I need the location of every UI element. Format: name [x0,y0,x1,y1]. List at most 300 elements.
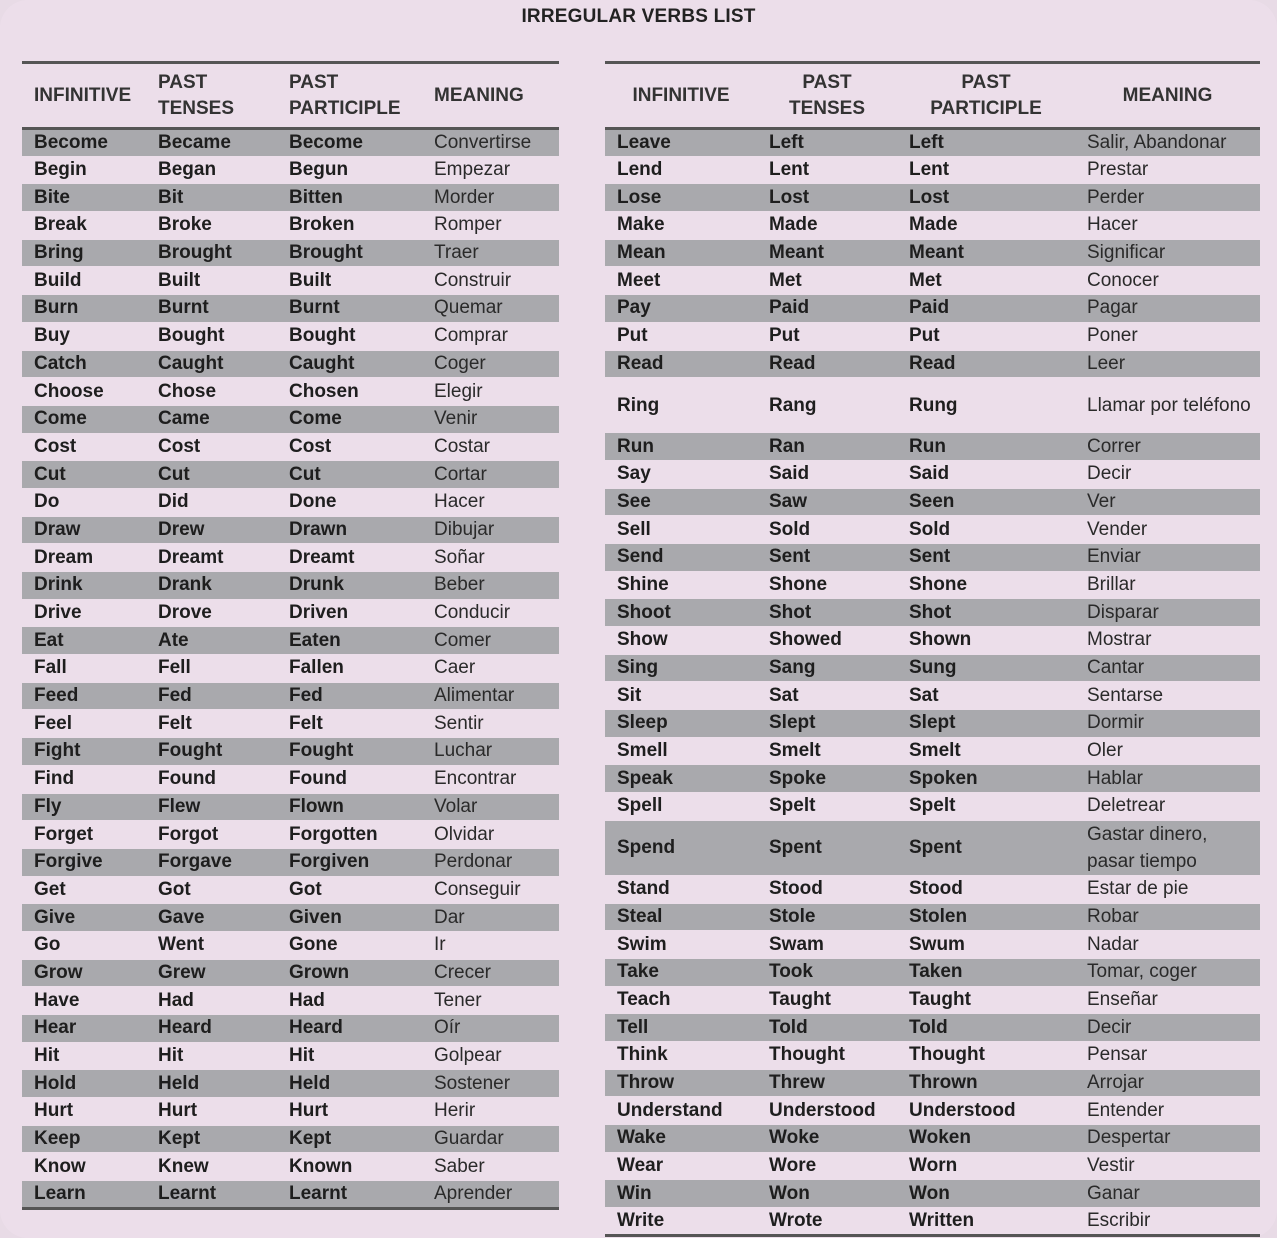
table-header [605,63,1260,129]
cell-infinitive: Become [22,129,146,157]
cell-meaning: Dibujar [422,516,559,544]
header-past-tenses: PAST TENSES [757,63,897,129]
cell-past-participle: Sat [897,682,1075,710]
cell-infinitive: Put [605,322,757,350]
cell-infinitive: Find [22,765,146,793]
cell-past-participle: Brought [277,239,422,267]
cell-past-participle: Stolen [897,903,1075,931]
cell-past-participle: Seen [897,488,1075,516]
cell-meaning: Escribir [1075,1208,1260,1236]
cell-past-participle: Grown [277,959,422,987]
cell-past-participle: Read [897,350,1075,378]
cell-past-participle: Driven [277,599,422,627]
cell-meaning: Soñar [422,544,559,572]
table-row [605,1014,1260,1042]
cell-past-tense: Ate [146,627,277,655]
cell-meaning: Pensar [1075,1041,1260,1069]
cell-past-tense: Did [146,488,277,516]
cell-meaning: Conocer [1075,267,1260,295]
cell-meaning: Brillar [1075,571,1260,599]
cell-past-tense: Gave [146,904,277,932]
table-row [605,793,1260,821]
cell-meaning: Traer [422,239,559,267]
cell-infinitive: Take [605,958,757,986]
table-row [605,682,1260,710]
cell-meaning: Oír [422,1015,559,1043]
cell-infinitive: Hurt [22,1098,146,1126]
cell-past-tense: Chose [146,378,277,406]
cell-infinitive: Steal [605,903,757,931]
cell-meaning: Volar [422,793,559,821]
table-row [605,322,1260,350]
cell-past-participle: Had [277,987,422,1015]
table-row [22,682,559,710]
header-past-participle: PAST PARTICIPLE [277,63,422,129]
cell-meaning: Golpear [422,1042,559,1070]
table-row [605,765,1260,793]
table-row [22,488,559,516]
table-row [22,184,559,212]
cell-past-tense: Spelt [757,793,897,821]
cell-infinitive: Grow [22,959,146,987]
cell-past-tense: Heard [146,1015,277,1043]
cell-past-participle: Said [897,460,1075,488]
cell-past-tense: Dreamt [146,544,277,572]
table-row [605,958,1260,986]
cell-past-tense: Knew [146,1153,277,1181]
cell-past-tense: Had [146,987,277,1015]
table-row [22,876,559,904]
cell-infinitive: Shoot [605,599,757,627]
cell-meaning: Empezar [422,156,559,184]
cell-infinitive: Choose [22,378,146,406]
table-row [605,1069,1260,1097]
table-row [22,1125,559,1153]
cell-infinitive: Swim [605,931,757,959]
table-row [22,544,559,572]
cell-past-tense: Drew [146,516,277,544]
table-row [22,156,559,184]
cell-past-tense: Bit [146,184,277,212]
cell-past-tense: Brought [146,239,277,267]
table-row [605,903,1260,931]
cell-infinitive: Bring [22,239,146,267]
cell-past-tense: Ran [757,433,897,461]
cell-past-tense: Showed [757,627,897,655]
cell-past-tense: Hurt [146,1098,277,1126]
cell-past-participle: Sold [897,516,1075,544]
cell-meaning: Construir [422,267,559,295]
cell-past-tense: Threw [757,1069,897,1097]
page-title: IRREGULAR VERBS LIST [521,6,756,27]
cell-infinitive: Know [22,1153,146,1181]
header-past-tenses: PAST TENSES [146,63,277,129]
cell-past-participle: Forgotten [277,821,422,849]
cell-past-tense: Lent [757,156,897,184]
cell-meaning: Venir [422,405,559,433]
cell-past-participle: Bought [277,322,422,350]
table-row [605,239,1260,267]
table-row [22,627,559,655]
cell-past-participle: Spelt [897,793,1075,821]
cell-past-participle: Woken [897,1125,1075,1153]
cell-infinitive: Run [605,433,757,461]
cell-past-tense: Grew [146,959,277,987]
table-row [22,1098,559,1126]
table-row [22,848,559,876]
table-row [605,543,1260,571]
cell-past-tense: Taught [757,986,897,1014]
cell-past-tense: Caught [146,350,277,378]
table-row [605,737,1260,765]
table-row [22,1153,559,1181]
cell-past-tense: Understood [757,1097,897,1125]
cell-infinitive: Send [605,543,757,571]
cell-past-participle: Become [277,129,422,157]
cell-past-participle: Slept [897,710,1075,738]
cell-past-tense: Stood [757,875,897,903]
cell-past-tense: Learnt [146,1181,277,1209]
cell-meaning: Disparar [1075,599,1260,627]
cell-meaning: Morder [422,184,559,212]
cell-past-participle: Burnt [277,295,422,323]
table-row [605,350,1260,378]
cell-infinitive: Stand [605,875,757,903]
cell-past-tense: Paid [757,295,897,323]
cell-past-tense: Slept [757,710,897,738]
cell-past-tense: Won [757,1180,897,1208]
cell-meaning: Dormir [1075,710,1260,738]
cell-infinitive: Wake [605,1125,757,1153]
cell-meaning: Salir, Abandonar [1075,129,1260,157]
cell-past-participle: Stood [897,875,1075,903]
cell-past-tense: Met [757,267,897,295]
cell-meaning: Sostener [422,1070,559,1098]
cell-past-tense: Became [146,129,277,157]
cell-past-participle: Spoken [897,765,1075,793]
cell-infinitive: Do [22,488,146,516]
table-row [605,1041,1260,1069]
cell-meaning: Mostrar [1075,627,1260,655]
cell-meaning: Comer [422,627,559,655]
cell-infinitive: Feed [22,682,146,710]
cell-infinitive: Cost [22,433,146,461]
verbs-table-left [22,61,559,1210]
cell-meaning: Oler [1075,737,1260,765]
header-meaning: MEANING [1075,63,1260,129]
verbs-table-right [605,61,1260,1237]
cell-past-participle: Given [277,904,422,932]
cell-infinitive: Tell [605,1014,757,1042]
table-row [605,212,1260,240]
cell-past-participle: Built [277,267,422,295]
cell-past-tense: Drove [146,599,277,627]
cell-past-tense: Sent [757,543,897,571]
table-row [22,129,559,157]
cell-meaning: Tener [422,987,559,1015]
cell-meaning: Correr [1075,433,1260,461]
cell-infinitive: Eat [22,627,146,655]
cell-infinitive: Think [605,1041,757,1069]
cell-past-participle: Lost [897,184,1075,212]
cell-infinitive: Read [605,350,757,378]
cell-meaning: Convertirse [422,129,559,157]
cell-meaning: Beber [422,572,559,600]
cell-past-tense: Wore [757,1152,897,1180]
cell-past-tense: Read [757,350,897,378]
cell-infinitive: Mean [605,239,757,267]
table-row [22,1181,559,1209]
table-row [605,295,1260,323]
cell-infinitive: Pay [605,295,757,323]
cell-past-participle: Shot [897,599,1075,627]
cell-infinitive: Break [22,212,146,240]
cell-past-participle: Swum [897,931,1075,959]
cell-infinitive: Fight [22,738,146,766]
cell-infinitive: Burn [22,295,146,323]
cell-past-tense: Began [146,156,277,184]
cell-past-tense: Swam [757,931,897,959]
table-row [22,572,559,600]
cell-meaning: Pagar [1075,295,1260,323]
table-header [22,63,559,129]
cell-past-participle: Taught [897,986,1075,1014]
cell-past-participle: Won [897,1180,1075,1208]
cell-past-participle: Worn [897,1152,1075,1180]
cell-past-tense: Got [146,876,277,904]
cell-meaning: Entender [1075,1097,1260,1125]
table-row [605,931,1260,959]
cell-past-participle: Gone [277,931,422,959]
table-row [605,433,1260,461]
cell-infinitive: Smell [605,737,757,765]
cell-meaning: Deletrear [1075,793,1260,821]
cell-infinitive: Write [605,1208,757,1236]
table-row [22,904,559,932]
cell-meaning: Enseñar [1075,986,1260,1014]
cell-past-tense: Put [757,322,897,350]
cell-meaning: Caer [422,655,559,683]
cell-past-participle: Hit [277,1042,422,1070]
cell-meaning: Hablar [1075,765,1260,793]
cell-past-tense: Wrote [757,1208,897,1236]
table-row [605,1208,1260,1236]
cell-infinitive: Hold [22,1070,146,1098]
cell-past-participle: Fought [277,738,422,766]
cell-infinitive: Sell [605,516,757,544]
cell-past-participle: Met [897,267,1075,295]
cell-past-tense: Burnt [146,295,277,323]
cell-infinitive: Forgive [22,848,146,876]
cell-infinitive: Get [22,876,146,904]
cell-past-participle: Sung [897,654,1075,682]
table-row [605,1097,1260,1125]
cell-infinitive: Lose [605,184,757,212]
cell-meaning: Alimentar [422,682,559,710]
header-infinitive: INFINITIVE [22,63,146,129]
cell-infinitive: Teach [605,986,757,1014]
cell-meaning: Ganar [1075,1180,1260,1208]
cell-past-tense: Broke [146,212,277,240]
table-row [22,405,559,433]
table-row [22,516,559,544]
table-row [22,378,559,406]
cell-infinitive: See [605,488,757,516]
cell-past-tense: Forgave [146,848,277,876]
cell-past-tense: Flew [146,793,277,821]
cell-infinitive: Throw [605,1069,757,1097]
cell-meaning: Saber [422,1153,559,1181]
cell-meaning: Nadar [1075,931,1260,959]
cell-infinitive: Dream [22,544,146,572]
cell-past-participle: Known [277,1153,422,1181]
table-row [605,571,1260,599]
cell-past-tense: Built [146,267,277,295]
cell-past-tense: Shone [757,571,897,599]
cell-infinitive: Fall [22,655,146,683]
cell-past-participle: Fallen [277,655,422,683]
cell-past-tense: Woke [757,1125,897,1153]
table-row [605,1152,1260,1180]
cell-past-tense: Told [757,1014,897,1042]
cell-meaning: Hacer [1075,212,1260,240]
cell-past-participle: Written [897,1208,1075,1236]
cell-past-tense: Kept [146,1125,277,1153]
cell-infinitive: Draw [22,516,146,544]
cell-past-participle: Kept [277,1125,422,1153]
cell-past-participle: Run [897,433,1075,461]
cell-infinitive: Leave [605,129,757,157]
cell-meaning: Costar [422,433,559,461]
cell-meaning: Comprar [422,322,559,350]
cell-infinitive: Go [22,931,146,959]
cell-meaning: Ir [422,931,559,959]
cell-past-participle: Got [277,876,422,904]
cell-past-participle: Put [897,322,1075,350]
cell-past-participle: Learnt [277,1181,422,1209]
table-row [22,710,559,738]
cell-meaning: Olvidar [422,821,559,849]
header-meaning: MEANING [422,63,559,129]
cell-past-participle: Made [897,212,1075,240]
cell-infinitive: Learn [22,1181,146,1209]
cell-past-participle: Dreamt [277,544,422,572]
table-row [22,1070,559,1098]
table-row [22,987,559,1015]
cell-past-participle: Sent [897,543,1075,571]
cell-past-participle: Felt [277,710,422,738]
cell-infinitive: Shine [605,571,757,599]
cell-infinitive: Sleep [605,710,757,738]
cell-past-tense: Came [146,405,277,433]
cell-past-participle: Lent [897,156,1075,184]
cell-meaning: Dar [422,904,559,932]
cell-meaning: Llamar por teléfono [1075,378,1260,433]
cell-past-tense: Cut [146,461,277,489]
cell-meaning: Conducir [422,599,559,627]
cell-meaning: Conseguir [422,876,559,904]
cell-past-tense: Meant [757,239,897,267]
table-row [22,931,559,959]
cell-past-tense: Held [146,1070,277,1098]
cell-infinitive: Catch [22,350,146,378]
cell-past-tense: Cost [146,433,277,461]
cell-past-tense: Thought [757,1041,897,1069]
cell-past-participle: Found [277,765,422,793]
cell-past-participle: Meant [897,239,1075,267]
cell-past-participle: Chosen [277,378,422,406]
cell-infinitive: Hear [22,1015,146,1043]
cell-infinitive: Meet [605,267,757,295]
cell-infinitive: Bite [22,184,146,212]
cell-meaning: Aprender [422,1181,559,1209]
cell-past-participle: Drunk [277,572,422,600]
cell-infinitive: Sit [605,682,757,710]
cell-infinitive: Cut [22,461,146,489]
cell-past-tense: Found [146,765,277,793]
cell-past-tense: Rang [757,378,897,433]
cell-past-participle: Smelt [897,737,1075,765]
cell-infinitive: Wear [605,1152,757,1180]
table-row [605,516,1260,544]
cell-past-tense: Felt [146,710,277,738]
cell-meaning: Encontrar [422,765,559,793]
cell-meaning: Perdonar [422,848,559,876]
cell-meaning: Romper [422,212,559,240]
cell-meaning: Hacer [422,488,559,516]
table-row [22,655,559,683]
cell-meaning: Prestar [1075,156,1260,184]
table-row [22,461,559,489]
cell-past-tense: Fed [146,682,277,710]
cell-meaning: Crecer [422,959,559,987]
cell-meaning: Coger [422,350,559,378]
cell-infinitive: Show [605,627,757,655]
cell-past-tense: Shot [757,599,897,627]
cell-meaning: Cantar [1075,654,1260,682]
cell-past-participle: Drawn [277,516,422,544]
cell-past-participle: Shown [897,627,1075,655]
table-row [22,793,559,821]
cell-meaning: Gastar dinero, pasar tiempo [1075,820,1260,875]
cell-past-participle: Cost [277,433,422,461]
table-row [22,765,559,793]
cell-infinitive: Build [22,267,146,295]
cell-infinitive: Spend [605,820,757,875]
cell-infinitive: Say [605,460,757,488]
cell-past-tense: Smelt [757,737,897,765]
cell-meaning: Sentarse [1075,682,1260,710]
cell-meaning: Elegir [422,378,559,406]
cell-past-participle: Taken [897,958,1075,986]
cell-meaning: Decir [1075,460,1260,488]
cell-meaning: Tomar, coger [1075,958,1260,986]
cell-past-participle: Held [277,1070,422,1098]
table-row [605,820,1260,875]
cell-infinitive: Come [22,405,146,433]
cell-past-tense: Left [757,129,897,157]
cell-infinitive: Lend [605,156,757,184]
cell-past-participle: Thought [897,1041,1075,1069]
cell-past-participle: Eaten [277,627,422,655]
cell-meaning: Ver [1075,488,1260,516]
table-row [605,1180,1260,1208]
cell-past-tense: Sang [757,654,897,682]
cell-past-participle: Caught [277,350,422,378]
cell-past-tense: Saw [757,488,897,516]
cell-past-participle: Heard [277,1015,422,1043]
cell-infinitive: Give [22,904,146,932]
